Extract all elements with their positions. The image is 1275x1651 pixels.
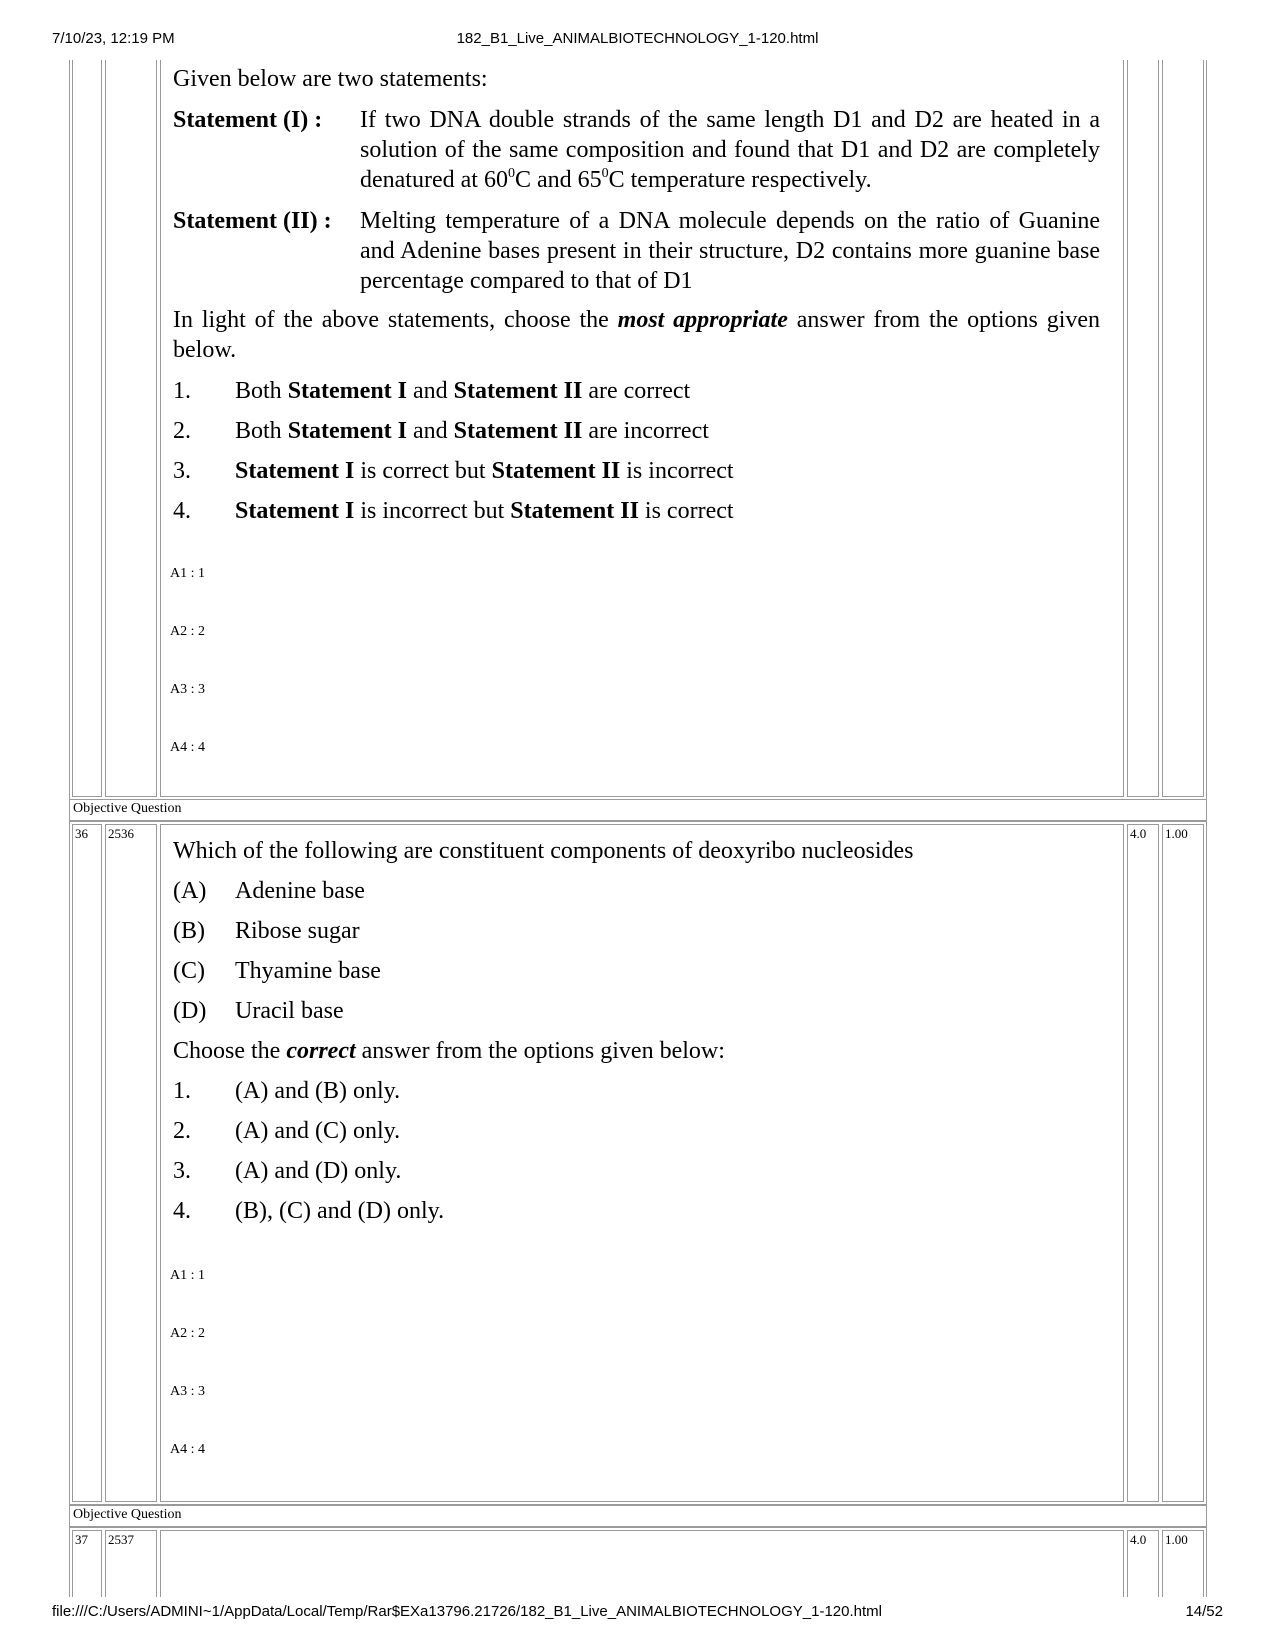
q37-negative-marks: 1.00 (1165, 1532, 1188, 1547)
q36-answer-key: A1 : 1 (170, 1268, 205, 1283)
q36-type-row (69, 799, 1207, 821)
q35-intro: Given below are two statements: (173, 66, 488, 92)
q36-option-text: (A) and (D) only. (235, 1158, 402, 1184)
q37-content-cell (160, 1530, 1124, 1597)
q35-option-number: 1. (173, 378, 191, 404)
q36-option-text: (B), (C) and (D) only. (235, 1198, 445, 1224)
q36-option-number: 1. (173, 1078, 191, 1104)
q35-answer-key: A4 : 4 (170, 740, 205, 755)
q35-answer-key: A1 : 1 (170, 566, 205, 581)
q37-type-label: Objective Question (73, 1507, 182, 1522)
q36-id-cell (105, 824, 157, 1502)
q36-answer-key: A3 : 3 (170, 1384, 205, 1399)
q37-marks: 4.0 (1130, 1532, 1147, 1547)
q37-number: 37 (75, 1532, 88, 1547)
q35-instruction: In light of the above statements, choose the most appropriate answer from the options given below. (173, 307, 1101, 363)
q36-item-text: Uracil base (235, 998, 344, 1024)
q35-marks-cell (1127, 60, 1159, 797)
q36-negative-marks: 1.00 (1165, 826, 1188, 841)
q36-item-key: (B) (173, 918, 205, 944)
q36-item-text: Ribose sugar (235, 918, 360, 944)
q35-statement-2-label: Statement (II) : (173, 208, 332, 234)
q36-num-cell (72, 824, 102, 1502)
q36-option-number: 2. (173, 1118, 191, 1144)
q35-option-text: Both Statement I and Statement II are correct (235, 378, 691, 404)
q35-option-text: Statement I is correct but Statement II is incorrect (235, 458, 734, 484)
q37-id: 2537 (108, 1532, 134, 1547)
print-file-path: file:///C:/Users/ADMINI~1/AppData/Local/Temp/Rar$EXa13796.21726/182_B1_Live_ANIMALBIOTECHNOLOGY_1-120.html (52, 1603, 882, 1620)
q36-answer-key: A4 : 4 (170, 1442, 205, 1457)
q35-option-text: Both Statement I and Statement II are incorrect (235, 418, 709, 444)
q36-option-text: (A) and (B) only. (235, 1078, 401, 1104)
print-page-number: 14/52 (1185, 1603, 1223, 1620)
q35-answer-key: A3 : 3 (170, 682, 205, 697)
q37-type-row (69, 1505, 1207, 1527)
q36-option-number: 4. (173, 1198, 191, 1224)
q36-question-text: Which of the following are constituent components of deoxyribo nucleosides (173, 838, 914, 864)
q36-answer-key: A2 : 2 (170, 1326, 205, 1341)
q36-number: 36 (75, 826, 88, 841)
q36-item-text: Thyamine base (235, 958, 381, 984)
q35-statement-1-text: If two DNA double strands of the same length D1 and D2 are heated in a solution of the same composition and found that D1 and D2 are completely denatured at $60^0C$ and $65^0C$ temperature respectively. (360, 107, 1100, 193)
q36-item-key: (C) (173, 958, 205, 984)
print-title: 182_B1_Live_ANIMALBIOTECHNOLOGY_1-120.html (456, 30, 819, 47)
q36-marks-cell (1127, 824, 1159, 1502)
q36-item-text: Adenine base (235, 878, 365, 904)
q35-statement-1-label: Statement (I) : (173, 107, 323, 133)
q35-option-number: 2. (173, 418, 191, 444)
q36-id: 2536 (108, 826, 134, 841)
q36-item-key: (D) (173, 998, 207, 1024)
q35-answer-key: A2 : 2 (170, 624, 205, 639)
q36-option-number: 3. (173, 1158, 191, 1184)
q35-id-cell (105, 60, 157, 797)
q35-statement-2-text: Melting temperature of a DNA molecule depends on the ratio of Guanine and Adenine bases present in their structure, D2 contains more guanine base percentage compared to that of D1 (360, 208, 1100, 294)
q36-instruction: Choose the correct answer from the options given below: (173, 1038, 725, 1064)
q36-option-text: (A) and (C) only. (235, 1118, 401, 1144)
q35-num-cell (72, 60, 102, 797)
q36-item-key: (A) (173, 878, 207, 904)
q36-neg-cell (1162, 824, 1204, 1502)
print-datetime: 7/10/23, 12:19 PM (52, 30, 175, 47)
q35-option-number: 4. (173, 498, 191, 524)
q35-neg-cell (1162, 60, 1204, 797)
q36-type-label: Objective Question (73, 801, 182, 816)
q36-marks: 4.0 (1130, 826, 1147, 841)
q35-option-text: Statement I is incorrect but Statement II is correct (235, 498, 734, 524)
q35-option-number: 3. (173, 458, 191, 484)
